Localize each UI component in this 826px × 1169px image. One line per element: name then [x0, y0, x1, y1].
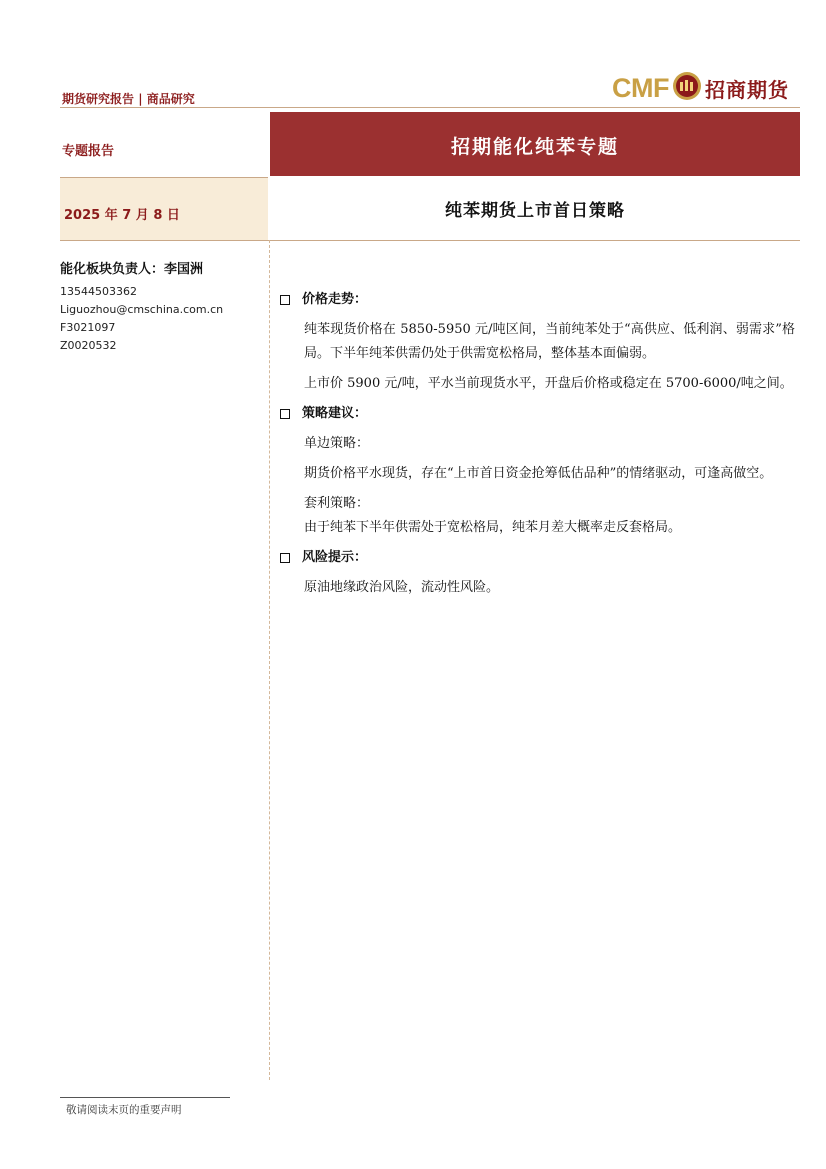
checkbox-bullet-icon	[280, 553, 290, 563]
strategy-heading: 策略建议：	[302, 406, 368, 421]
report-type: 专题报告	[62, 144, 115, 159]
analyst-license-investment: Z0020532	[60, 339, 117, 352]
date-cell	[60, 178, 268, 240]
report-type-cell	[60, 112, 268, 178]
checkbox-bullet-icon	[280, 409, 290, 419]
banner-title: 招期能化纯苯专题	[450, 136, 619, 158]
section-strategy-heading	[280, 402, 795, 426]
price-trend-heading: 价格走势：	[302, 292, 368, 307]
arbitrage-strategy-text: 由于纯苯下半年供需处于宽松格局，纯苯月差大概率走反套格局。	[304, 520, 682, 535]
category-separator: |	[138, 92, 143, 106]
header-divider	[60, 107, 800, 108]
single-strategy-text: 期货价格平水现货，存在“上市首日资金抢筹低估品种”的情绪驱动，可逢高做空。	[304, 466, 773, 481]
title-banner	[270, 112, 800, 176]
logo-cmf-text: CMF	[612, 72, 669, 103]
footer-divider	[60, 1097, 230, 1098]
report-date: 2025 年 7 月 8 日	[64, 208, 180, 223]
logo-emblem-icon	[672, 71, 702, 105]
section-price-trend-heading	[280, 288, 795, 312]
price-trend-paragraph-1: 纯苯现货价格在 5850-5950 元/吨区间，当前纯苯处于“高供应、低利润、弱需求”格局。下半年纯苯供需仍处于供需宽松格局，整体基本面偏弱。	[304, 322, 795, 361]
company-logo	[612, 70, 789, 106]
single-strategy-label: 单边策略：	[304, 436, 370, 451]
column-divider	[269, 240, 270, 1080]
analyst-license-futures: F3021097	[60, 321, 116, 334]
analyst-email: Liguozhou@cmschina.com.cn	[60, 303, 224, 316]
category-label: 期货研究报告	[62, 92, 135, 106]
risk-text: 原油地缘政治风险，流动性风险。	[304, 580, 500, 595]
checkbox-bullet-icon	[280, 295, 290, 305]
risk-heading: 风险提示：	[302, 550, 368, 565]
subcategory-label: 商品研究	[146, 92, 195, 106]
report-subtitle: 纯苯期货上市首日策略	[445, 201, 625, 221]
arbitrage-strategy-label: 套利策略：	[304, 496, 370, 511]
report-body	[280, 288, 795, 606]
price-trend-paragraph-2: 上市价 5900 元/吨，平水当前现货水平，开盘后价格或稳定在 5700-6000/吨之间。	[304, 376, 793, 391]
analyst-title: 能化板块负责人：李国洲	[60, 262, 204, 277]
analyst-phone: 13544503362	[60, 285, 137, 298]
section-risk-heading	[280, 546, 795, 570]
report-category	[62, 90, 195, 107]
analyst-block	[60, 258, 268, 355]
logo-company-name: 招商期货	[704, 77, 789, 102]
title-block-divider	[60, 240, 800, 241]
footer-disclaimer-note: 敬请阅读末页的重要声明	[66, 1104, 182, 1116]
